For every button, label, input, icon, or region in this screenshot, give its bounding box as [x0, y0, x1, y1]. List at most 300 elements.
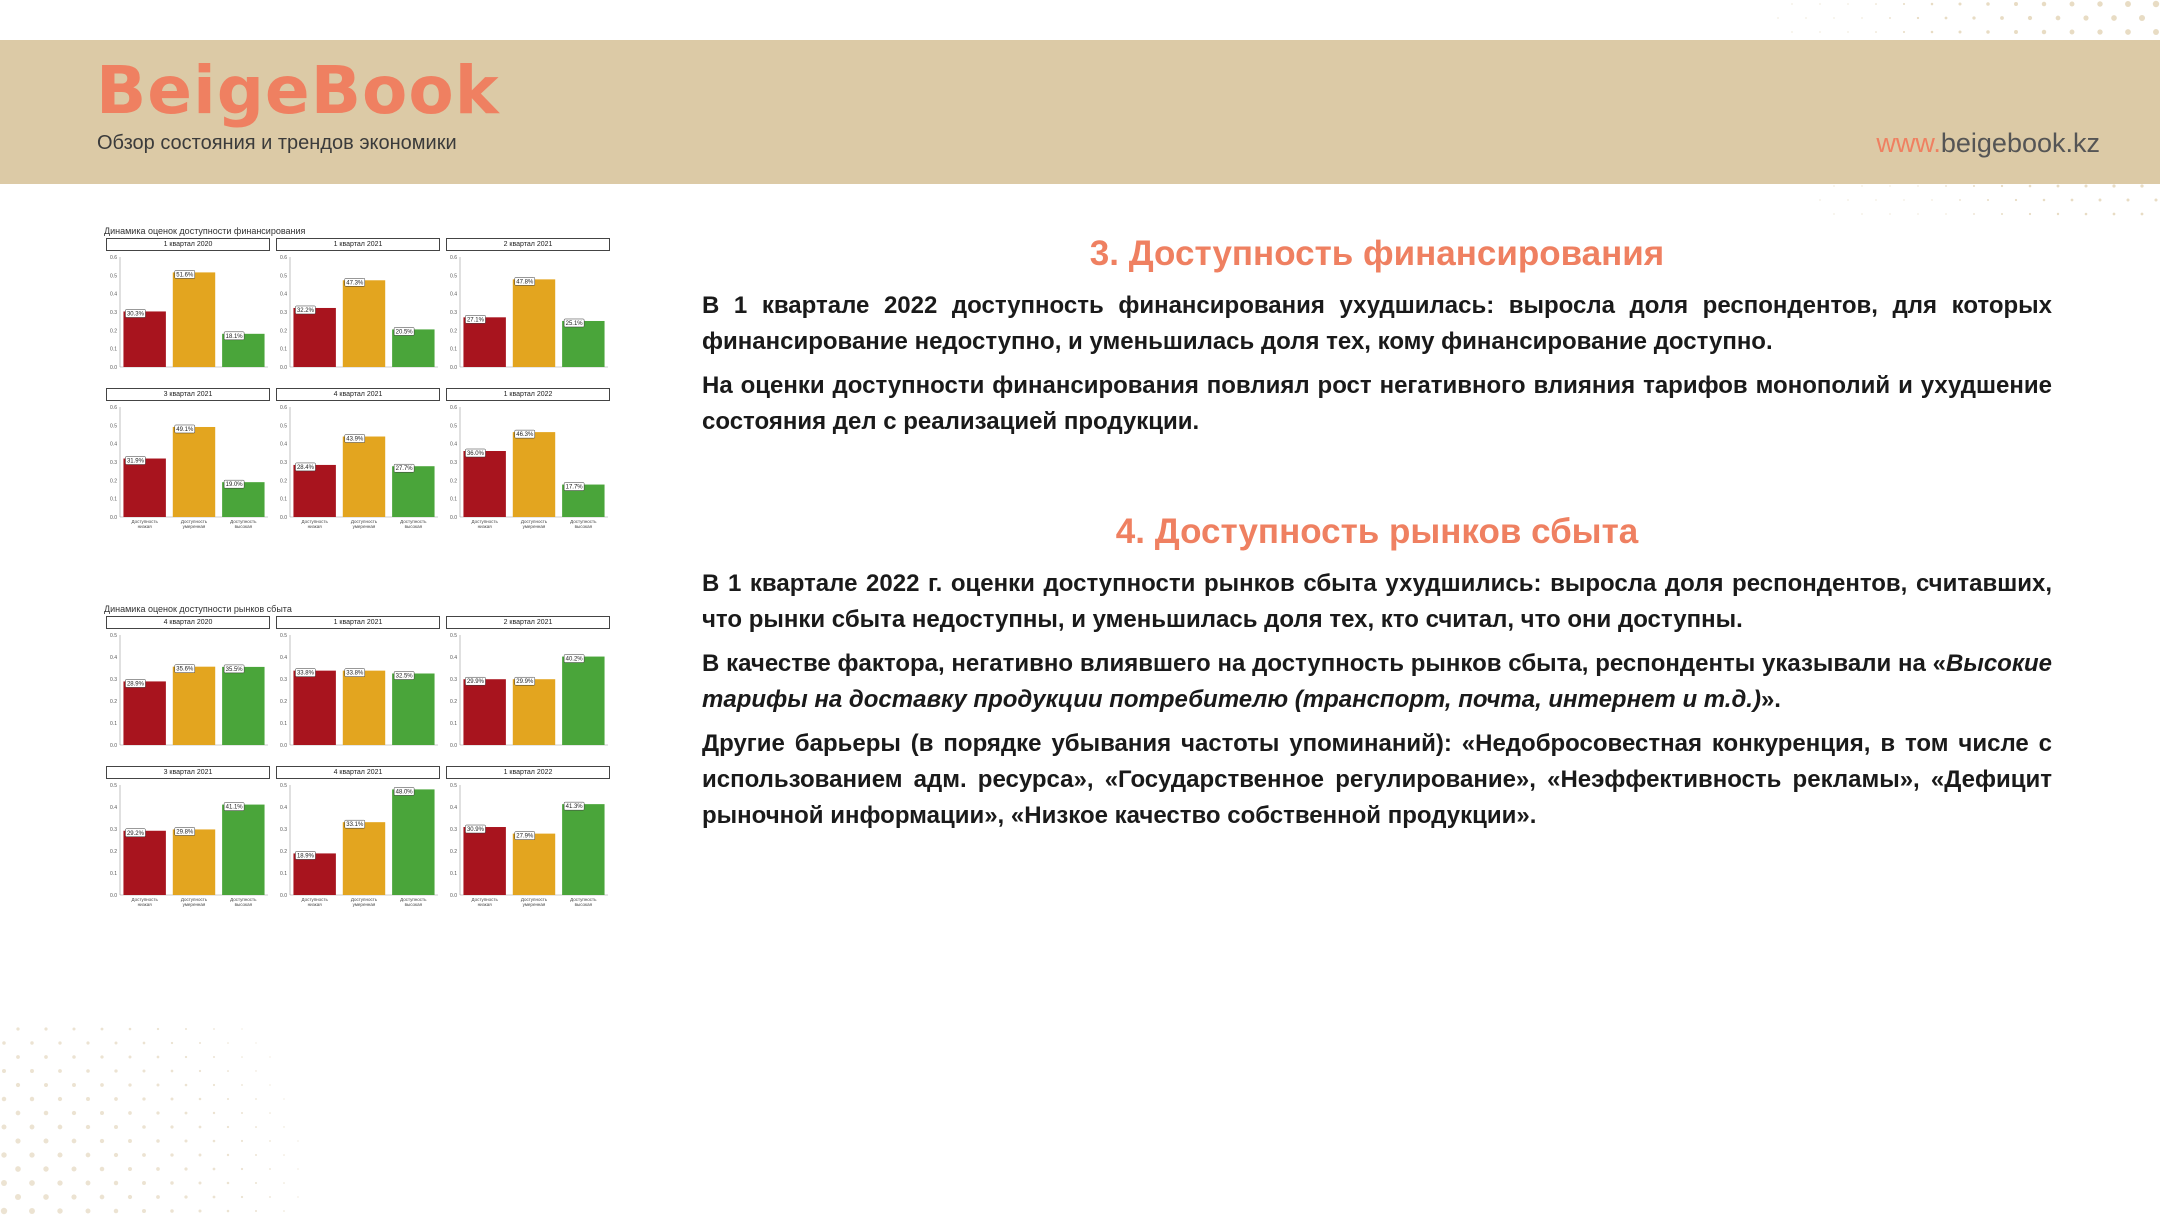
- y-tick-label: 0.2: [450, 849, 457, 855]
- decor-dot: [100, 1083, 104, 1087]
- data-label: 35.5%: [225, 666, 243, 673]
- panel-label: 1 квартал 2022: [446, 388, 610, 401]
- x-tick-label: Доступность: [301, 519, 328, 524]
- bar: [173, 667, 215, 745]
- chart-panel: [274, 238, 442, 388]
- decor-dot: [2, 1069, 6, 1073]
- decor-dot: [115, 1042, 118, 1045]
- decor-dot: [72, 1083, 76, 1087]
- decor-dot: [198, 1181, 201, 1184]
- bar: [123, 831, 165, 895]
- panel-plot: [444, 629, 612, 765]
- decor-dot: [2126, 198, 2129, 201]
- decor-dot: [86, 1209, 91, 1214]
- decor-dot: [1917, 17, 1919, 19]
- data-label: 28.4%: [296, 464, 314, 471]
- y-tick-label: 0.4: [110, 655, 117, 661]
- data-label: 47.8%: [516, 279, 534, 286]
- y-tick-label: 0.1: [450, 721, 457, 727]
- panel-label: 3 квартал 2021: [106, 766, 270, 779]
- decor-dot: [58, 1097, 62, 1101]
- markets-chart-grid: [104, 616, 614, 916]
- section-financing: [702, 234, 2052, 448]
- decor-dot: [2084, 184, 2087, 187]
- decor-dot: [1, 1208, 7, 1214]
- y-tick-label: 0.0: [110, 365, 117, 371]
- decor-dot: [297, 1168, 298, 1169]
- decor-dot: [100, 1167, 105, 1172]
- y-tick-label: 0.5: [280, 633, 287, 639]
- section-markets: [702, 512, 2052, 842]
- y-tick-label: 0.0: [110, 893, 117, 899]
- x-tick-label: Доступность: [400, 519, 427, 524]
- x-tick-label: умеренная: [352, 524, 376, 529]
- bar: [343, 822, 385, 895]
- bar: [463, 317, 505, 367]
- x-tick-label: Доступность: [180, 519, 208, 524]
- y-tick-label: 0.1: [110, 721, 117, 727]
- x-tick-label: Доступность: [520, 897, 548, 902]
- decor-dot: [1805, 17, 1806, 18]
- y-tick-label: 0.6: [450, 255, 457, 261]
- panel-plot: [274, 779, 442, 915]
- chart-panel: [104, 766, 272, 916]
- data-label: 17.7%: [565, 484, 583, 491]
- decor-dot: [43, 1138, 48, 1143]
- data-label: 20.5%: [395, 329, 413, 336]
- decor-dot: [2097, 1, 2102, 6]
- decor-dot: [1889, 185, 1890, 186]
- decor-dot: [241, 1140, 243, 1142]
- panel-plot: [104, 629, 272, 765]
- section-4-heading: 4. Доступность рынков сбыта: [1115, 512, 1639, 551]
- decor-dot: [199, 1042, 201, 1044]
- site-www: www.: [1876, 128, 1941, 158]
- decor-dot: [86, 1153, 91, 1158]
- decor-dot: [255, 1042, 256, 1043]
- y-tick-label: 0.5: [110, 273, 117, 280]
- decor-dot: [1903, 199, 1904, 200]
- decor-dot: [1791, 3, 1792, 4]
- x-tick-label: Доступность: [570, 519, 597, 524]
- decor-dot: [241, 1028, 242, 1029]
- decor-dot: [2057, 185, 2060, 188]
- decor-dot: [1875, 199, 1876, 200]
- decor-dot: [86, 1125, 90, 1129]
- markets-chart: [104, 604, 614, 916]
- decor-dot: [185, 1028, 187, 1030]
- decor-dot: [1931, 199, 1932, 200]
- decor-dot: [184, 1139, 187, 1142]
- chart-panel: [444, 766, 612, 916]
- decor-dot: [171, 1070, 174, 1073]
- financing-chart-title: Динамика оценок доступности финансирования: [104, 226, 306, 236]
- decor-dot: [170, 1181, 173, 1184]
- decor-dot: [255, 1182, 257, 1184]
- y-tick-label: 0.0: [280, 515, 287, 521]
- y-tick-label: 0.5: [280, 783, 287, 789]
- bar: [343, 280, 385, 367]
- decor-dot: [2111, 15, 2117, 21]
- decor-dot: [143, 1042, 146, 1045]
- y-tick-label: 0.1: [110, 346, 117, 353]
- data-label: 31.9%: [126, 458, 144, 465]
- x-tick-label: умеренная: [182, 902, 206, 907]
- y-tick-label: 0.3: [110, 460, 117, 466]
- decor-dot: [1945, 213, 1946, 214]
- p2-lead: В качестве фактора, негативно влиявшего на доступность рынков сбыта, респонденты указывали на «: [702, 650, 1946, 677]
- decor-dot: [1861, 213, 1862, 214]
- decor-dot: [1986, 30, 1989, 33]
- decor-dot: [1833, 17, 1834, 18]
- decor-dot: [15, 1166, 21, 1172]
- decor-dot: [2014, 2, 2018, 6]
- chart-panel: [274, 616, 442, 766]
- decor-dot: [2028, 16, 2032, 20]
- data-label: 32.2%: [296, 307, 314, 314]
- decor-dot: [57, 1180, 62, 1185]
- y-tick-label: 0.4: [110, 805, 117, 811]
- decor-dot: [227, 1042, 229, 1044]
- decor-dot: [1861, 17, 1862, 18]
- decor-dot: [157, 1084, 160, 1087]
- decor-dot: [2042, 2, 2046, 6]
- decor-dot: [1973, 185, 1975, 187]
- chart-panel: [444, 238, 612, 388]
- decor-dot: [297, 1140, 298, 1141]
- y-tick-label: 0.0: [110, 515, 117, 521]
- decor-dot: [114, 1181, 118, 1185]
- decor-dot: [2112, 184, 2115, 187]
- x-tick-label: Доступность: [301, 897, 328, 902]
- decor-dot: [44, 1111, 49, 1116]
- decor-dot: [71, 1166, 76, 1171]
- brand-tagline: Обзор состояния и трендов экономики: [97, 132, 457, 154]
- bar: [513, 834, 555, 895]
- data-label: 41.3%: [565, 804, 583, 811]
- decor-dot: [185, 1084, 188, 1087]
- decor-dot: [114, 1209, 118, 1213]
- decor-dot: [58, 1041, 61, 1044]
- financing-chart: [104, 226, 614, 538]
- decor-dot: [283, 1210, 285, 1212]
- decor-dot: [255, 1098, 257, 1100]
- decor-dot: [2015, 199, 2017, 201]
- x-tick-label: Доступность: [471, 897, 498, 902]
- y-tick-label: 0.5: [110, 423, 117, 430]
- decor-dot: [100, 1195, 105, 1200]
- decor-dot: [2029, 213, 2031, 215]
- y-tick-label: 0.0: [110, 743, 117, 749]
- decor-dot: [100, 1111, 104, 1115]
- y-tick-label: 0.1: [280, 871, 287, 877]
- decor-dot: [255, 1070, 256, 1071]
- decor-dot: [2000, 16, 2004, 20]
- section-4-paragraph-3: Другие барьеры (в порядке убывания частоты упоминаний): «Недобросовестная конкуренция, в том числе с использованием адм. ресурса», «Государственное регулирование», «Неэффективность рекламы», «Дефицит рыночной информации», «Низкое качество собственной продукции».: [702, 730, 2052, 829]
- decor-dot: [199, 1154, 202, 1157]
- x-tick-label: высокая: [404, 524, 423, 529]
- decor-dot: [2, 1097, 6, 1101]
- decor-dot: [1791, 31, 1792, 32]
- x-tick-label: Доступность: [131, 519, 158, 524]
- decor-dot: [269, 1140, 271, 1142]
- decor-dot: [72, 1139, 77, 1144]
- decor-dot: [2125, 29, 2131, 35]
- decor-dot: [269, 1168, 271, 1170]
- decor-dot: [1917, 213, 1918, 214]
- decor-dot: [142, 1209, 146, 1213]
- decor-dot: [129, 1056, 132, 1059]
- decor-dot: [269, 1056, 270, 1057]
- bar: [562, 657, 604, 745]
- bar: [173, 272, 215, 367]
- data-label: 27.7%: [395, 466, 413, 473]
- decor-dot: [30, 1041, 33, 1044]
- site-link[interactable]: [1876, 128, 2100, 159]
- y-tick-label: 0.1: [450, 871, 457, 877]
- y-tick-label: 0.3: [450, 460, 457, 466]
- x-tick-label: Доступность: [570, 897, 597, 902]
- decor-dot: [1931, 31, 1934, 34]
- decor-dot: [213, 1056, 215, 1058]
- decor-dot: [1903, 3, 1905, 5]
- p2-tail: ».: [1760, 686, 1781, 713]
- decor-dot: [297, 1196, 298, 1197]
- decor-dot: [1833, 213, 1834, 214]
- data-label: 28.9%: [126, 681, 144, 688]
- decor-dot: [29, 1208, 35, 1214]
- decor-dot: [71, 1194, 76, 1199]
- decor-dot: [2125, 1, 2131, 7]
- section-3-paragraph-1: В 1 квартале 2022 доступность финансирования ухудшилась: выросла доля респондентов, для которых финансирование недоступно, и уменьшилась доля тех, кому финансирование доступно.: [702, 292, 2052, 355]
- decor-dot: [156, 1139, 160, 1143]
- decor-dot: [2113, 213, 2116, 216]
- x-tick-label: Доступность: [400, 897, 427, 902]
- decor-dot: [2071, 199, 2074, 202]
- y-tick-label: 0.4: [450, 805, 457, 811]
- decor-dot: [1958, 30, 1961, 33]
- decor-dot: [241, 1168, 243, 1170]
- data-label: 33.8%: [296, 670, 314, 677]
- section-3-heading: 3. Доступность финансирования: [1089, 234, 1665, 273]
- data-label: 41.1%: [225, 804, 243, 811]
- decor-dot: [241, 1112, 243, 1114]
- bar: [463, 451, 505, 517]
- x-tick-label: высокая: [574, 524, 593, 529]
- bar: [173, 829, 215, 895]
- data-label: 46.3%: [516, 432, 534, 439]
- x-tick-label: высокая: [574, 902, 593, 907]
- data-label: 51.6%: [176, 272, 194, 279]
- bar: [392, 674, 434, 746]
- decor-dot: [16, 1111, 21, 1116]
- decor-dot: [16, 1083, 20, 1087]
- decor-dot: [72, 1111, 76, 1115]
- panel-plot: [274, 629, 442, 765]
- decor-dot: [142, 1125, 146, 1129]
- decor-dot: [241, 1056, 243, 1058]
- decor-dot: [213, 1028, 215, 1030]
- decor-dot: [199, 1098, 202, 1101]
- data-label: 40.2%: [565, 656, 583, 663]
- decor-dot: [129, 1028, 132, 1031]
- decor-dot: [213, 1112, 215, 1114]
- x-tick-label: высокая: [404, 902, 423, 907]
- decor-dot: [1847, 199, 1848, 200]
- x-tick-label: низкая: [307, 524, 322, 529]
- decor-dot: [1889, 17, 1891, 19]
- decor-dot: [255, 1154, 257, 1156]
- decor-dot: [2043, 199, 2046, 202]
- y-tick-label: 0.1: [110, 871, 117, 877]
- y-tick-label: 0.5: [450, 783, 457, 789]
- y-tick-label: 0.4: [450, 655, 457, 661]
- bar: [513, 432, 555, 517]
- decor-dot: [2070, 2, 2075, 7]
- y-tick-label: 0.0: [280, 893, 287, 899]
- decor-dot: [2153, 1, 2159, 7]
- x-tick-label: Доступность: [350, 519, 378, 524]
- data-label: 35.6%: [176, 666, 194, 673]
- y-tick-label: 0.3: [110, 827, 117, 833]
- bar: [392, 466, 434, 517]
- y-tick-label: 0.2: [110, 478, 117, 485]
- decor-dot: [1945, 185, 1947, 187]
- bar: [123, 311, 165, 367]
- decor-dot: [269, 1112, 271, 1114]
- x-tick-label: низкая: [307, 902, 322, 907]
- y-tick-label: 0.1: [450, 496, 457, 503]
- y-tick-label: 0.5: [280, 423, 287, 430]
- decor-dot: [2014, 30, 2018, 34]
- decor-dot: [1847, 31, 1848, 32]
- panel-label: 2 квартал 2021: [446, 616, 610, 629]
- decor-dot: [1847, 3, 1848, 4]
- y-tick-label: 0.3: [280, 677, 287, 683]
- decor-dot: [2029, 185, 2032, 188]
- y-tick-label: 0.1: [280, 346, 287, 353]
- decor-dot: [2001, 185, 2003, 187]
- x-tick-label: умеренная: [182, 524, 206, 529]
- decor-dot: [157, 1028, 159, 1030]
- decor-dot: [58, 1069, 62, 1073]
- decor-dot: [30, 1069, 34, 1073]
- x-tick-label: Доступность: [180, 897, 208, 902]
- site-domain: beigebook.kz: [1940, 128, 2100, 158]
- decor-dot: [1819, 199, 1820, 200]
- bar: [293, 308, 335, 367]
- y-tick-label: 0.0: [450, 365, 457, 371]
- decor-dot: [86, 1041, 89, 1044]
- decor-dot: [2139, 15, 2145, 21]
- x-tick-label: низкая: [137, 902, 152, 907]
- data-label: 48.0%: [395, 789, 413, 796]
- x-tick-label: Доступность: [520, 519, 548, 524]
- decor-dot: [2097, 29, 2102, 34]
- panel-plot: [104, 251, 272, 387]
- decor-dot: [72, 1027, 75, 1030]
- decor-dot: [1973, 213, 1975, 215]
- y-tick-label: 0.4: [280, 805, 287, 811]
- decor-dot: [128, 1139, 132, 1143]
- brand-logo[interactable]: BeigeBook: [96, 52, 500, 129]
- decor-dot: [29, 1180, 35, 1186]
- bar: [463, 679, 505, 745]
- y-tick-label: 0.4: [450, 291, 457, 298]
- data-label: 29.9%: [516, 679, 534, 686]
- decor-dot: [2057, 213, 2059, 215]
- decor-dot: [241, 1196, 243, 1198]
- chart-panel: [104, 238, 272, 388]
- section-4-paragraph-1: В 1 квартале 2022 г. оценки доступности рынков сбыта ухудшились: выросла доля респондентов, считавших, что рынки сбыта недоступны, и уменьшилась доля тех, кто считал, что они доступны.: [702, 570, 2052, 633]
- x-tick-label: высокая: [234, 524, 253, 529]
- y-tick-label: 0.4: [110, 291, 117, 298]
- panel-label: 4 квартал 2021: [276, 388, 440, 401]
- y-tick-label: 0.2: [280, 478, 287, 485]
- decor-dot: [227, 1154, 229, 1156]
- bar: [123, 459, 165, 517]
- decor-dot: [43, 1166, 48, 1171]
- y-tick-label: 0.4: [280, 291, 287, 298]
- data-label: 47.3%: [346, 280, 364, 287]
- y-tick-label: 0.4: [280, 441, 287, 448]
- decor-dot: [114, 1125, 118, 1129]
- bar: [222, 805, 264, 895]
- data-label: 29.9%: [466, 679, 484, 686]
- decor-dot: [1, 1180, 7, 1186]
- panel-plot: [104, 779, 272, 915]
- decor-dot: [1861, 185, 1862, 186]
- bar: [562, 321, 604, 367]
- y-tick-label: 0.3: [280, 460, 287, 466]
- decor-dot: [227, 1182, 230, 1185]
- bar: [513, 679, 555, 745]
- decor-dot: [2085, 213, 2088, 216]
- decor-dot: [16, 1055, 20, 1059]
- x-tick-label: высокая: [234, 902, 253, 907]
- decor-dot: [1875, 31, 1877, 33]
- decor-dot: [100, 1055, 103, 1058]
- chart-panel: [274, 388, 442, 538]
- y-tick-label: 0.0: [280, 365, 287, 371]
- data-label: 49.1%: [176, 426, 194, 433]
- panel-plot: [444, 401, 612, 537]
- decor-dot: [283, 1126, 284, 1127]
- x-tick-label: умеренная: [352, 902, 376, 907]
- decor-dot: [269, 1196, 271, 1198]
- x-tick-label: Доступность: [230, 897, 257, 902]
- y-tick-label: 0.6: [280, 405, 287, 411]
- decor-dot: [58, 1125, 63, 1130]
- decor-dot: [2140, 184, 2143, 187]
- data-label: 30.9%: [466, 827, 484, 834]
- data-label: 27.9%: [516, 833, 534, 840]
- data-label: 43.9%: [346, 436, 364, 443]
- decor-dot: [128, 1195, 132, 1199]
- decor-dot: [142, 1097, 145, 1100]
- decor-dot: [86, 1097, 90, 1101]
- decorative-dots-bottom-left: [0, 1015, 300, 1215]
- y-tick-label: 0.0: [450, 743, 457, 749]
- bar: [222, 667, 264, 745]
- decor-dot: [1959, 199, 1961, 201]
- y-tick-label: 0.6: [280, 255, 287, 261]
- y-tick-label: 0.2: [110, 328, 117, 335]
- financing-chart-grid: [104, 238, 614, 538]
- y-tick-label: 0.2: [450, 699, 457, 705]
- decor-dot: [2001, 213, 2003, 215]
- decor-dot: [30, 1125, 35, 1130]
